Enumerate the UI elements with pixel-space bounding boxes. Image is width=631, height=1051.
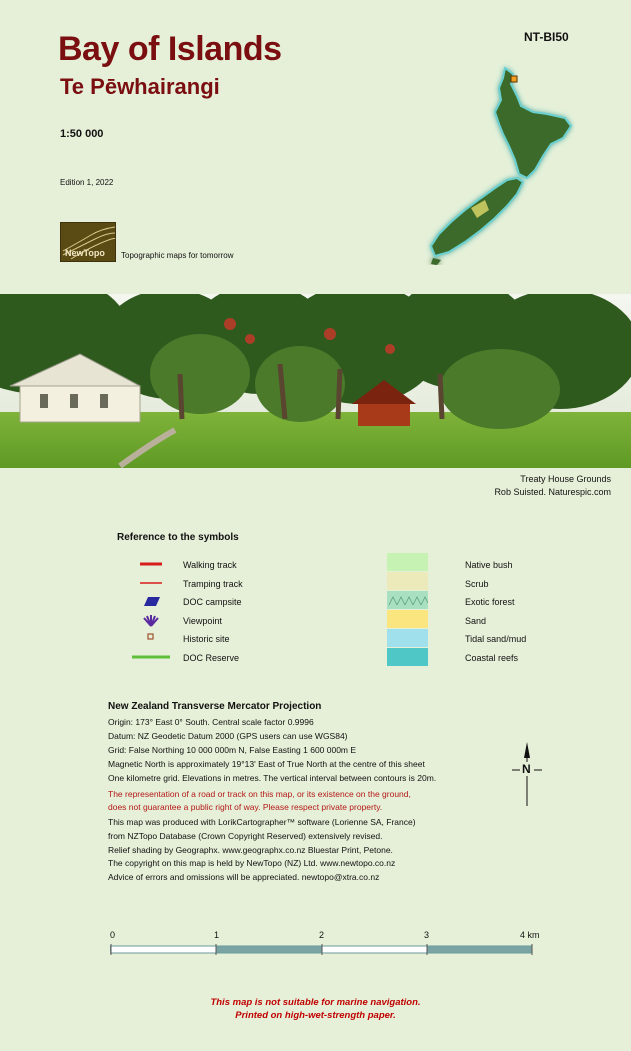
legend-doc-campsite: DOC campsite [183, 597, 242, 607]
right-of-way-warning-1: The representation of a road or track on this map, or its existence on the ground, [108, 789, 411, 799]
tagline: Topographic maps for tomorrow [121, 251, 234, 260]
credit-line-5: Advice of errors and omissions will be appreciated. newtopo@xtra.co.nz [108, 872, 380, 882]
treaty-house-photo [0, 294, 631, 468]
legend-title: Reference to the symbols [117, 532, 239, 543]
projection-title: New Zealand Transverse Mercator Projection [108, 701, 322, 712]
sheet-code: NT-BI50 [524, 30, 569, 44]
legend-tidal-sand-mud: Tidal sand/mud [465, 634, 527, 644]
swatch-coastal-reefs [387, 648, 428, 666]
newtopo-logo [60, 222, 116, 262]
scale-tick-1: 1 [214, 930, 220, 940]
legend-exotic-forest: Exotic forest [465, 597, 515, 607]
historic-site-icon [148, 634, 153, 639]
swatch-sand [387, 610, 428, 628]
legend-walking-track: Walking track [183, 560, 237, 570]
paper-note: Printed on high-wet-strength paper. [235, 1010, 396, 1021]
legend-doc-reserve: DOC Reserve [183, 653, 240, 663]
viewpoint-icon [144, 615, 158, 626]
north-arrow [510, 740, 544, 815]
swatch-exotic-forest [387, 591, 428, 609]
map-title: Bay of Islands [58, 30, 282, 68]
credit-line-4: The copyright on this map is held by NewTopo (NZ) Ltd. www.newtopo.co.nz [108, 858, 396, 868]
legend-coastal-reefs: Coastal reefs [465, 653, 519, 663]
north-label: N [522, 762, 531, 776]
legend-historic-site: Historic site [183, 634, 230, 644]
exotic-forest-pattern-icon [387, 591, 428, 609]
photo-caption-credit: Rob Suisted. Naturespic.com [494, 487, 611, 497]
credit-line-2: from NZTopo Database (Crown Copyright Reserved) extensively revised. [108, 831, 383, 841]
map-scale: 1:50 000 [60, 128, 104, 140]
map-subtitle: Te Pēwhairangi [60, 74, 220, 99]
legend-tramping-track: Tramping track [183, 579, 243, 589]
scale-tick-3: 3 [424, 930, 430, 940]
magnetic-north-note: Magnetic North is approximately 19°13' East of True North at the centre of this sheet [108, 759, 425, 769]
stewart-island [431, 258, 441, 265]
scale-bar [110, 944, 534, 956]
legend-native-bush: Native bush [465, 560, 513, 570]
nz-locator-map [425, 60, 575, 265]
campsite-icon [144, 597, 160, 606]
grid-elevation-note: One kilometre grid. Elevations in metres. The vertical interval between contours is 20m. [108, 773, 437, 783]
legend-sand: Sand [465, 616, 487, 626]
projection-datum: Datum: NZ Geodetic Datum 2000 (GPS users can use WGS84) [108, 731, 348, 741]
projection-origin: Origin: 173° East 0° South. Central scale factor 0.9996 [108, 717, 314, 727]
credit-line-1: This map was produced with LorikCartographer™ software (Lorienne SA, France) [108, 817, 416, 827]
photo-caption-title: Treaty House Grounds [520, 474, 611, 484]
right-of-way-warning-2: does not guarantee a public right of way. Please respect private property. [108, 802, 383, 812]
scale-tick-2: 2 [319, 930, 325, 940]
swatch-tidal-sand-mud [387, 629, 428, 647]
credit-line-3: Relief shading by Geographx. www.geographx.co.nz Bluestar Print, Petone. [108, 845, 393, 855]
legend-symbols [130, 558, 170, 668]
scale-tick-0: 0 [110, 930, 116, 940]
edition-label: Edition 1, 2022 [60, 178, 114, 187]
sheet-location-marker [511, 76, 517, 82]
north-island [495, 68, 571, 178]
logo-text: NewTopo [65, 248, 105, 258]
swatch-native-bush [387, 553, 428, 571]
swatch-scrub [387, 572, 428, 590]
legend-viewpoint: Viewpoint [183, 616, 222, 626]
scale-tick-4: 4 km [520, 930, 540, 940]
projection-grid: Grid: False Northing 10 000 000m N, False Easting 1 600 000m E [108, 745, 357, 755]
legend-scrub: Scrub [465, 579, 489, 589]
marine-navigation-warning: This map is not suitable for marine navigation. [210, 997, 421, 1008]
